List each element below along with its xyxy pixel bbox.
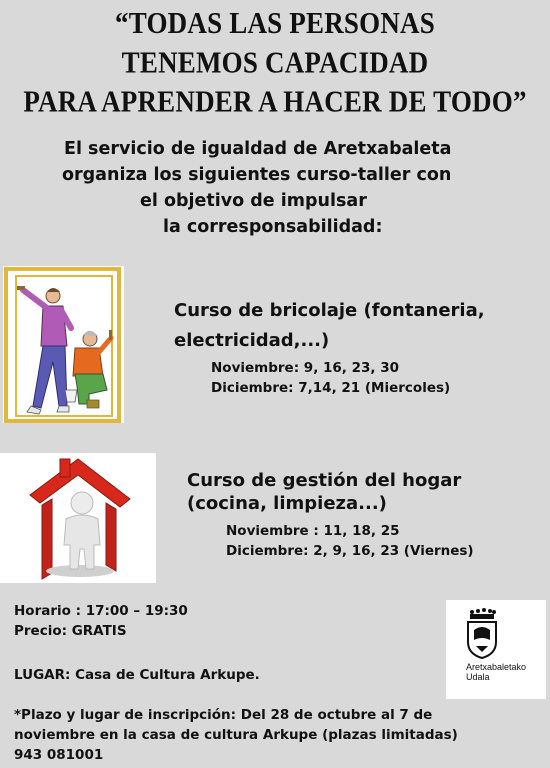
intro-text [0,136,550,240]
course-bricolaje-title [174,296,485,356]
plazo-line-2: noviembre en la casa de cultura Arkupe (plazas limitadas) [14,727,458,743]
logo-text-line-1: Aretxabaletako [466,662,527,672]
course-gestion-hogar-dates [226,521,474,561]
course-bricolaje-title-line-1: Curso de bricolaje (fontaneria, [174,300,485,321]
coat-of-arms-icon [446,600,546,660]
red-house-person-illustration [0,453,156,583]
headline-line-1: “TODAS LAS PERSONAS [115,6,435,40]
phone-number: 943 081001 [14,747,104,763]
spacer [14,641,458,665]
intro-line-3: el objetivo de impulsar [140,191,367,211]
intro-line-1: El servicio de igualdad de Aretxabaleta [64,139,452,159]
plazo-line-1: *Plazo y lugar de inscripción: Del 28 de octubre al 7 de [14,707,433,723]
info-block [14,601,458,765]
course-gestion-hogar-dates-diciembre: Diciembre: 2, 9, 16, 23 (Viernes) [226,543,474,559]
women-painting-illustration [3,266,124,423]
precio-text: Precio: GRATIS [14,623,127,639]
course-gestion-hogar-title-line-1: Curso de gestión del hogar [187,470,462,491]
women-painting-icon [3,266,124,423]
logo-text [466,662,526,682]
aretxabaleta-logo [446,600,546,699]
course-gestion-hogar-title [187,469,461,515]
headline [0,4,550,122]
course-bricolaje-dates-noviembre: Noviembre: 9, 16, 23, 30 [211,360,400,376]
logo-text-line-2: Udala [466,672,490,682]
spacer [14,685,458,705]
intro-line-2: organiza los siguientes curso-taller con [62,165,452,185]
intro-line-4: la corresponsabilidad: [163,217,383,237]
course-bricolaje-dates [211,358,450,398]
course-bricolaje-title-line-2: electricidad,...) [174,330,330,351]
course-bricolaje-dates-diciembre: Diciembre: 7,14, 21 (Miercoles) [211,380,451,396]
course-gestion-hogar-dates-noviembre: Noviembre : 11, 18, 25 [226,523,400,539]
headline-line-2: TENEMOS CAPACIDAD [121,45,429,80]
course-gestion-hogar-title-line-2: (cocina, limpieza...) [187,493,387,514]
lugar-text: LUGAR: Casa de Cultura Arkupe. [14,667,260,683]
headline-line-3: PARA APRENDER A HACER DE TODO” [23,84,527,119]
red-house-person-icon [0,453,156,583]
horario-text: Horario : 17:00 – 19:30 [14,603,188,619]
